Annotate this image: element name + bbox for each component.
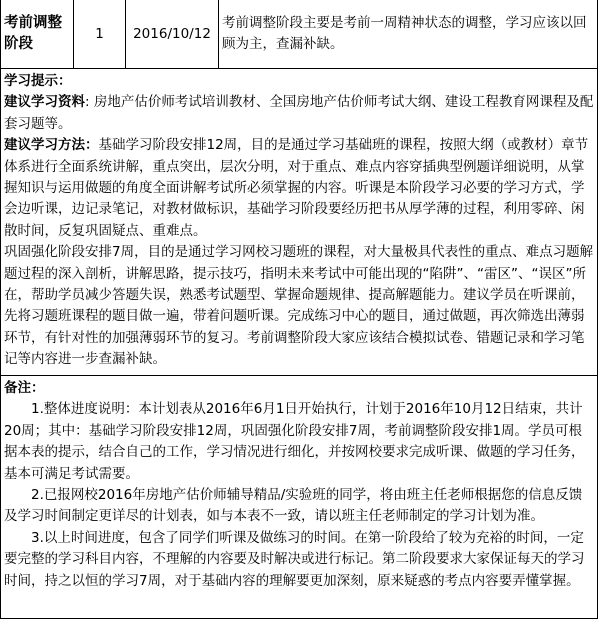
- stage-date: 2016/10/12: [126, 0, 219, 69]
- tips-method: [4, 135, 594, 242]
- materials-label: 建议学习资料: [4, 94, 85, 111]
- tips-heading: 学习提示：: [4, 73, 72, 89]
- stage-row: [1, 0, 598, 69]
- note-item: 2.已报网校2016年房地产估价师辅导精品/实验班的同学，将由班主任老师根据您的信息反馈及学习时间制定更详尽的计划表，如与本表不一致，请以班主任老师制定的学习计划为准。: [4, 487, 583, 525]
- stage-weeks: 1: [74, 0, 126, 69]
- method-label: 建议学习方法：: [4, 137, 99, 154]
- stage-description: 考前调整阶段主要是考前一周精神状态的调整，学习应该以回顾为主，查漏补缺。: [219, 0, 598, 69]
- note-item: 3.以上时间进度，包含了同学们听课及做练习的时间。在第一阶段给了较为充裕的时间，一定要完整的学习科目内容，不理解的内容要及时解决或进行标记。第二阶段要求大家保证每天的学习时间，持之以恒的学习7周，对于基础内容的理解要更加深刻，原来疑惑的考点内容要弄懂掌握。: [4, 529, 585, 589]
- method-text: 基础学习阶段安排12周，目的是通过学习基础班的课程，按照大纲（或教材）章节体系进行全面系统讲解，重点突出，层次分明，对于重点、难点内容穿插典型例题详细说明，从掌握知识与运用做题的角度全面讲解考试所必须掌握的内容。听课是本阶段学习必要的学习方式，学会边听课，边记录笔记，对教材做标识，基础学习阶段要经历把书从厚学薄的过程，利用零碎、闲散时间，反复巩固疑点、重难点。: [4, 137, 589, 239]
- tips-consolidation: 巩固强化阶段安排7周，目的是通过学习网校习题班的课程，对大量极具代表性的重点、难点习题解题过程的深入剖析，讲解思路，提示技巧，指明未来考试中可能出现的“陷阱”、“雷区”、“误区”所在，帮助学员减少答题失误，熟悉考试题型、掌握命题规律、提高解题能力。建议学员在听课前，先将习题班课程的题目做一遍，带着问题听课。完成练习中心的题目，通过做题，再次筛选出薄弱环节，有针对性的加强薄弱环节的复习。考前调整阶段大家应该结合模拟试卷、错题记录和学习笔记等内容进一步查漏补缺。: [4, 244, 594, 368]
- note-item: 1.整体进度说明：本计划表从2016年6月1日开始执行，计划于2016年10月12日结束，共计20周；其中：基础学习阶段安排12周，巩固强化阶段安排7周，考前调整阶段安排1周。学员可根据本表的提示，结合自己的工作，学习情况进行细化，并按网校要求完成听课、做题的学习任务，基本可满足考试需要。: [4, 401, 585, 482]
- materials-text: : 房地产估价师考试培训教材、全国房地产估价师考试大纲、建设工程教育网课程及配套习题等。: [4, 94, 594, 132]
- notes-row: [1, 376, 598, 619]
- notes-heading: 备注：: [4, 380, 45, 396]
- tips-materials: [4, 92, 594, 135]
- tips-row: [1, 69, 598, 376]
- stage-name: 考前调整阶段: [1, 0, 74, 69]
